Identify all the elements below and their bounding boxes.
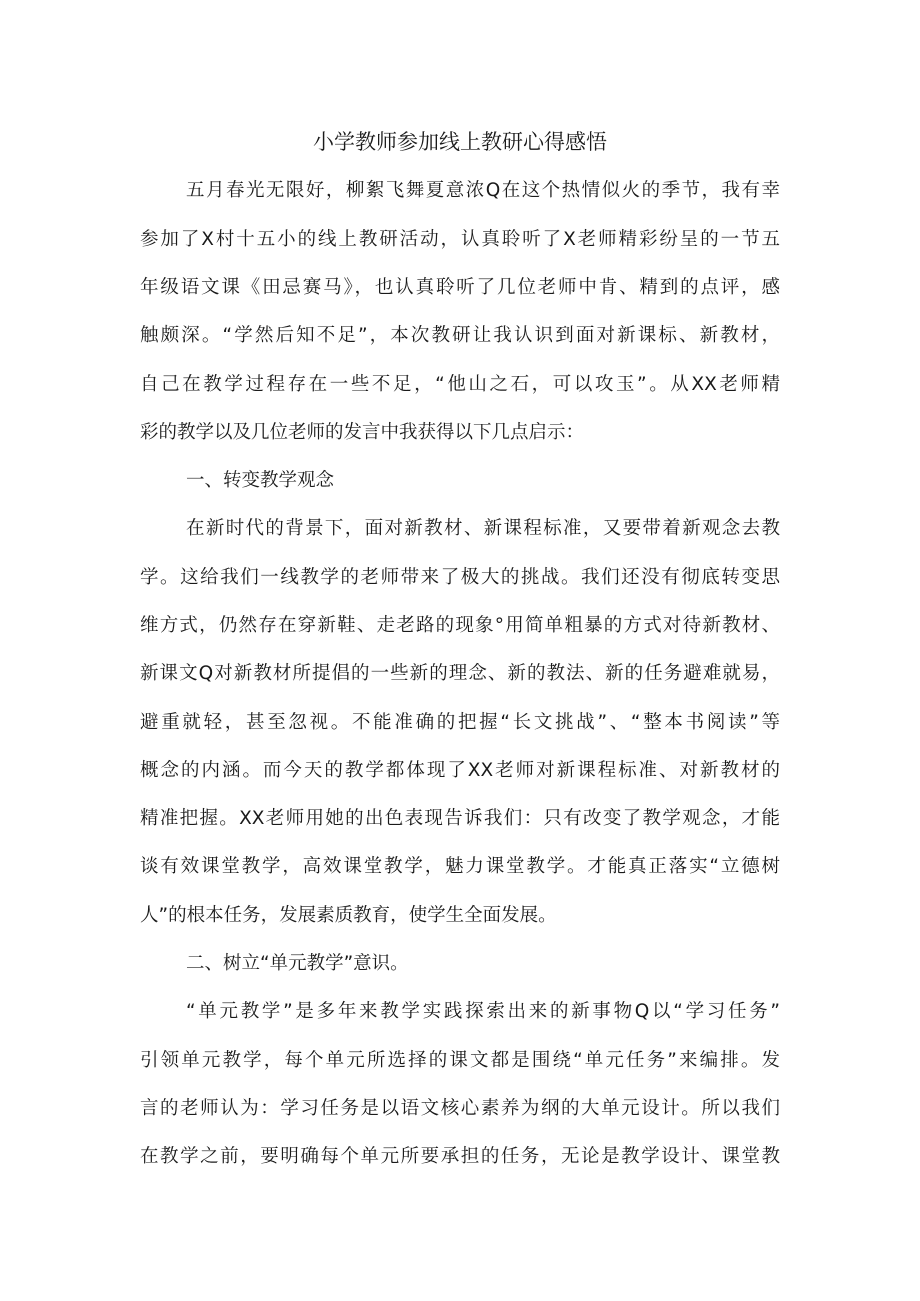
- section-heading: 一、转变教学观念: [186, 470, 335, 491]
- paragraph-line: 年级语文课《田忌赛马》，也认真聆听了几位老师中肯、精到的点评，感: [140, 277, 780, 298]
- paragraph-line: 精准把握。XX老师用她的出色表现告诉我们：只有改变了教学观念，才能: [140, 808, 780, 829]
- paragraph-line: 维方式，仍然存在穿新鞋、走老路的现象°用简单粗暴的方式对待新教材、: [140, 615, 780, 636]
- paragraph-line: 参加了X村十五小的线上教研活动，认真聆听了X老师精彩纷呈的一节五: [140, 229, 780, 250]
- paragraph-line: 触颇深。“学然后知不足”，本次教研让我认识到面对新课标、新教材，: [140, 325, 780, 346]
- paragraph-line: “单元教学”是多年来教学实践探索出来的新事物Q以“学习任务”: [186, 1001, 780, 1022]
- paragraph-line: 学。这给我们一线教学的老师带来了极大的挑战。我们还没有彻底转变思: [140, 567, 780, 588]
- document-title: 小学教师参加线上教研心得感悟: [313, 130, 607, 154]
- paragraph-line: 自己在教学过程存在一些不足，“他山之石，可以攻玉”。从XX老师精: [140, 374, 780, 395]
- paragraph-line: 人”的根本任务，发展素质教育，使学生全面发展。: [140, 905, 557, 926]
- paragraph-line: 引领单元教学，每个单元所选择的课文都是围绕“单元任务”来编排。发: [140, 1050, 780, 1071]
- section-heading: 二、树立“单元教学”意识。: [186, 953, 409, 974]
- paragraph-line: 言的老师认为：学习任务是以语文核心素养为纲的大单元设计。所以我们: [140, 1098, 780, 1119]
- paragraph-line: 彩的教学以及几位老师的发言中我获得以下几点启示：: [140, 422, 585, 443]
- paragraph-line: 五月春光无限好，柳絮飞舞夏意浓Q在这个热情似火的季节，我有幸: [186, 180, 780, 201]
- paragraph-line: 概念的内涵。而今天的教学都体现了XX老师对新课程标准、对新教材的: [140, 760, 780, 781]
- paragraph-line: 新课文Q对新教材所提倡的一些新的理念、新的教法、新的任务避难就易，: [140, 663, 780, 684]
- paragraph-line: 避重就轻，甚至忽视。不能准确的把握“长文挑战”、“整本书阅读”等: [140, 712, 780, 733]
- paragraph-line: 在新时代的背景下，面对新教材、新课程标准，又要带着新观念去教: [186, 518, 780, 539]
- paragraph-line: 在教学之前，要明确每个单元所要承担的任务，无论是教学设计、课堂教: [140, 1146, 780, 1167]
- paragraph-line: 谈有效课堂教学，高效课堂教学，魅力课堂教学。才能真正落实“立德树: [140, 856, 780, 877]
